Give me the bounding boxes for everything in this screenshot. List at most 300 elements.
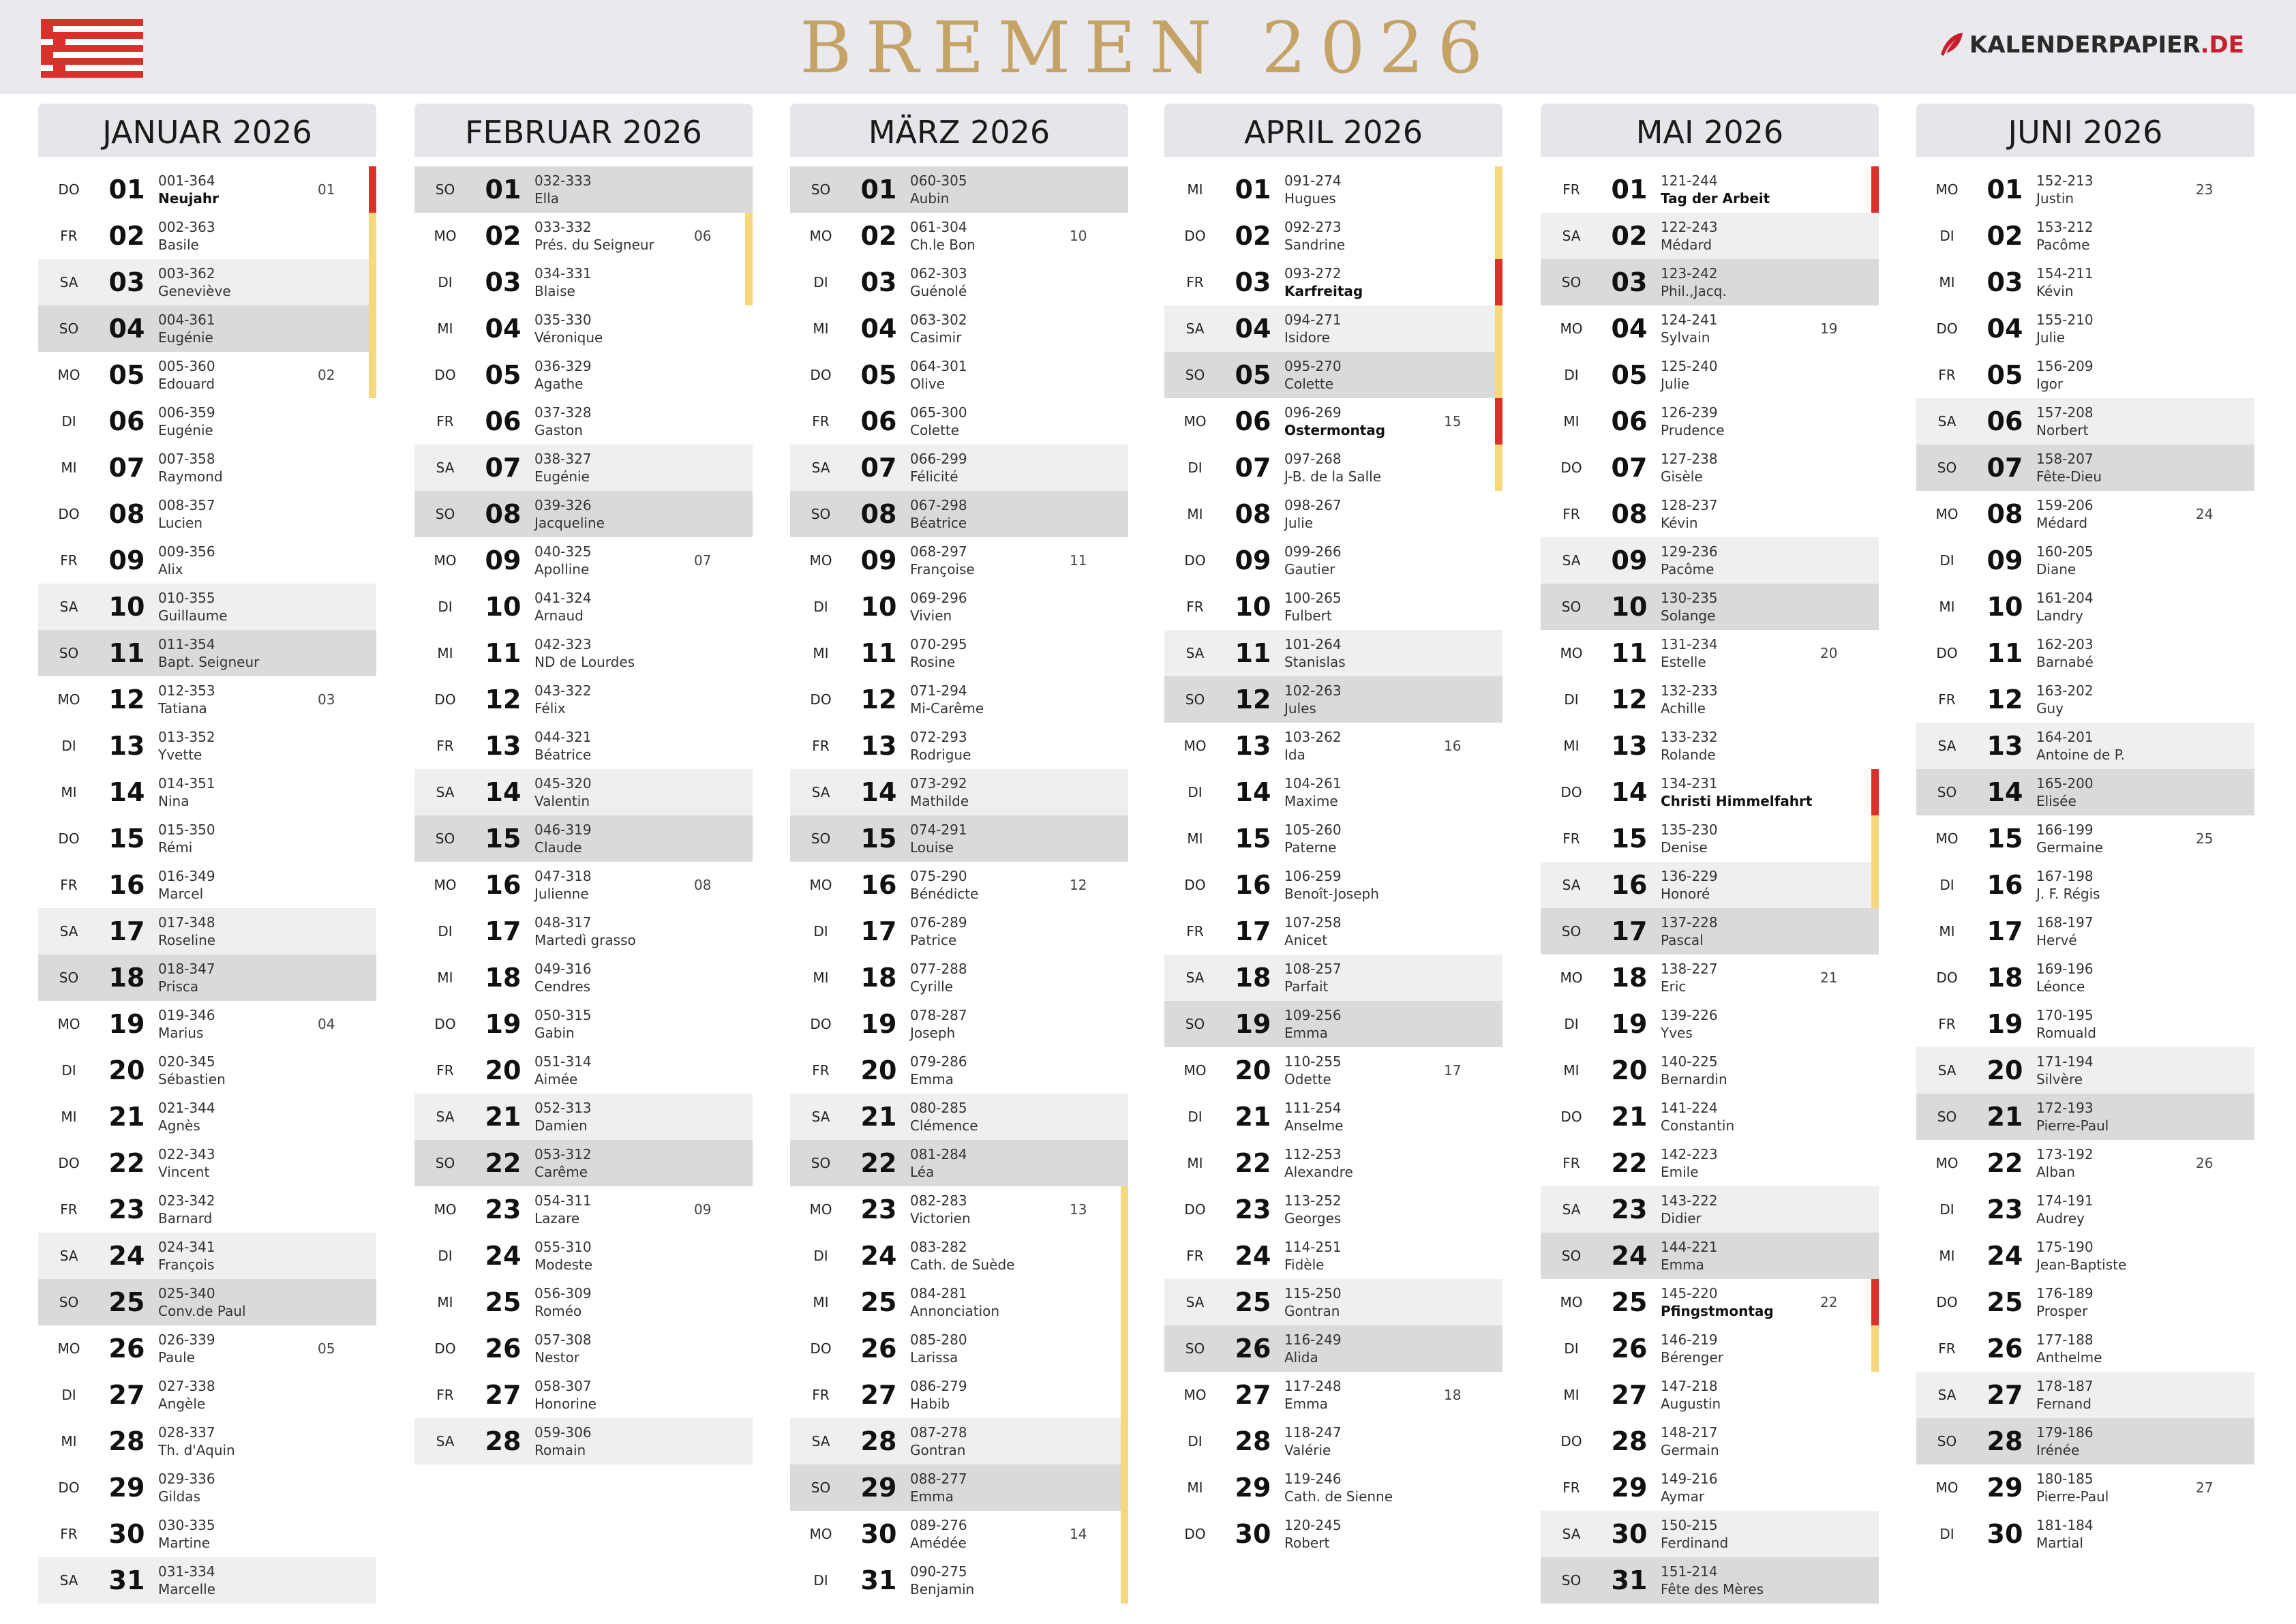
day-list: [1541, 166, 1879, 1604]
day-row: [38, 954, 376, 1001]
week-number: 24: [2196, 506, 2214, 522]
day-row: [1164, 1279, 1502, 1325]
day-of-year: 146-219: [1661, 1332, 1718, 1348]
day-row: [1916, 398, 2254, 445]
weekday-label: MI: [61, 784, 77, 800]
name-day: Angèle: [158, 1396, 206, 1412]
day-row: [1164, 1001, 1502, 1047]
day-of-year: 004-361: [158, 312, 215, 328]
day-of-year: 014-351: [158, 775, 215, 792]
day-number: 28: [1611, 1426, 1648, 1456]
name-day: Bernardin: [1661, 1071, 1727, 1087]
day-number: 09: [485, 545, 522, 575]
week-number: 13: [1070, 1201, 1087, 1218]
name-day: Solange: [1661, 607, 1716, 624]
day-of-year: 063-302: [910, 312, 967, 328]
weekday-label: MI: [813, 1294, 829, 1310]
weekday-label: MI: [1187, 1479, 1203, 1496]
day-row: [1541, 954, 1879, 1001]
day-number: 27: [860, 1380, 897, 1410]
day-of-year: 102-263: [1284, 682, 1342, 699]
weekday-label: SO: [59, 645, 79, 661]
day-number: 30: [108, 1519, 145, 1549]
day-number: 30: [860, 1519, 897, 1549]
day-row: [1916, 954, 2254, 1001]
day-row: [1541, 491, 1879, 537]
weekday-label: MO: [1560, 1294, 1583, 1310]
day-number: 11: [1611, 638, 1648, 668]
name-day: Aymar: [1661, 1488, 1705, 1505]
day-number: 22: [485, 1148, 522, 1178]
name-day: Prudence: [1661, 422, 1725, 438]
day-row: [790, 676, 1128, 723]
name-day: Marcel: [158, 886, 204, 902]
day-row: [790, 1418, 1128, 1464]
name-day: Hugues: [1284, 190, 1336, 207]
day-of-year: 006-359: [158, 404, 215, 421]
name-day: Prisca: [158, 978, 199, 995]
weekday-label: SA: [59, 1572, 78, 1589]
day-number: 19: [860, 1009, 897, 1039]
day-number: 31: [108, 1565, 145, 1595]
name-day: J. F. Régis: [2036, 886, 2100, 902]
day-of-year: 166-199: [2036, 822, 2094, 838]
day-row: [38, 1279, 376, 1325]
day-row: [38, 1325, 376, 1372]
day-number: 03: [1611, 267, 1648, 297]
name-day: Anicet: [1284, 932, 1328, 948]
name-day: Prés. du Seigneur: [534, 237, 654, 253]
day-of-year: 133-232: [1661, 729, 1718, 745]
day-number: 25: [485, 1287, 522, 1317]
name-day: Bénédicte: [910, 886, 979, 902]
day-number: 09: [108, 545, 145, 575]
day-of-year: 155-210: [2036, 312, 2094, 328]
day-row: [790, 1464, 1128, 1511]
day-row: [38, 630, 376, 676]
day-of-year: 178-187: [2036, 1378, 2094, 1394]
day-of-year: 081-284: [910, 1146, 967, 1162]
day-of-year: 085-280: [910, 1332, 967, 1348]
weekday-label: DO: [58, 830, 80, 847]
weekday-label: SA: [1562, 877, 1581, 893]
day-number: 18: [860, 963, 897, 993]
week-number: 15: [1444, 413, 1462, 430]
name-day: Jean-Baptiste: [2036, 1257, 2127, 1273]
month-column: [1541, 104, 1879, 1604]
name-day: Agnès: [158, 1117, 200, 1134]
day-number: 11: [485, 638, 522, 668]
day-row: [38, 166, 376, 213]
day-row: [1541, 1325, 1879, 1372]
day-of-year: 055-310: [534, 1239, 592, 1255]
day-number: 19: [1235, 1009, 1271, 1039]
name-day: Gildas: [158, 1488, 200, 1505]
day-number: 17: [485, 916, 522, 946]
name-day: Léonce: [2036, 978, 2085, 995]
day-number: 12: [1611, 685, 1648, 715]
day-number: 27: [485, 1380, 522, 1410]
day-row: [1541, 908, 1879, 954]
weekday-label: MI: [437, 320, 453, 337]
weekday-label: SO: [811, 506, 831, 522]
name-day: Jacqueline: [534, 515, 605, 531]
day-row: [1164, 584, 1502, 630]
name-day: Damien: [534, 1117, 588, 1134]
name-day: Véronique: [534, 329, 603, 346]
name-day: Valérie: [1284, 1442, 1331, 1458]
day-number: 05: [1611, 360, 1648, 390]
name-day: François: [158, 1257, 215, 1273]
name-day: Julie: [1661, 376, 1689, 392]
day-number: 15: [860, 824, 897, 854]
weekday-label: FR: [1562, 830, 1580, 847]
weekday-label: FR: [60, 877, 78, 893]
name-day: Sébastien: [158, 1071, 226, 1087]
day-of-year: 095-270: [1284, 358, 1342, 374]
school-break-marker: [1121, 1279, 1128, 1325]
day-row: [414, 537, 753, 584]
name-day: Vivien: [910, 607, 952, 624]
name-day: Honorine: [534, 1396, 596, 1412]
day-number: 26: [1987, 1334, 2023, 1364]
day-row: [1164, 352, 1502, 398]
name-day: Silvère: [2036, 1071, 2083, 1087]
name-day: Bapt. Seigneur: [158, 654, 260, 670]
day-number: 15: [1987, 824, 2023, 854]
weekday-label: DI: [1564, 691, 1579, 708]
day-number: 21: [485, 1102, 522, 1132]
day-number: 30: [1235, 1519, 1271, 1549]
name-day: Igor: [2036, 376, 2064, 392]
name-day: Gaston: [534, 422, 583, 438]
weekday-label: MI: [437, 645, 453, 661]
day-number: 03: [1235, 267, 1271, 297]
day-number: 09: [860, 545, 897, 575]
day-number: 20: [860, 1055, 897, 1085]
name-day: Nina: [158, 793, 190, 809]
day-row: [790, 908, 1128, 954]
day-of-year: 017-348: [158, 914, 215, 931]
week-number: 02: [318, 367, 335, 383]
weekday-label: MI: [61, 1433, 77, 1449]
name-day: Patrice: [910, 932, 957, 948]
name-day: Yvette: [158, 747, 202, 763]
day-row: [1916, 1001, 2254, 1047]
day-of-year: 177-188: [2036, 1332, 2094, 1348]
name-day: Anthelme: [2036, 1349, 2102, 1366]
day-of-year: 018-347: [158, 961, 215, 977]
day-of-year: 124-241: [1661, 312, 1718, 328]
weekday-label: SA: [436, 460, 455, 476]
day-row: [1916, 166, 2254, 213]
day-row: [1541, 676, 1879, 723]
day-number: 07: [108, 453, 145, 483]
day-row: [1164, 769, 1502, 815]
day-row: [1916, 1186, 2254, 1233]
month-header: JUNI 2026: [1916, 104, 2254, 157]
name-day: Guy: [2036, 700, 2064, 717]
day-of-year: 098-267: [1284, 497, 1342, 513]
name-day: Martine: [158, 1535, 211, 1551]
weekday-label: SO: [59, 969, 79, 986]
day-number: 23: [485, 1194, 522, 1224]
day-of-year: 051-314: [534, 1053, 592, 1070]
school-break-marker: [1121, 1464, 1128, 1511]
day-row: [414, 1325, 753, 1372]
day-number: 20: [1235, 1055, 1271, 1085]
weekday-label: SA: [1937, 1387, 1957, 1403]
day-number: 22: [860, 1148, 897, 1178]
day-of-year: 036-329: [534, 358, 592, 374]
day-of-year: 069-296: [910, 590, 967, 606]
day-row: [1164, 166, 1502, 213]
day-of-year: 086-279: [910, 1378, 967, 1394]
day-of-year: 123-242: [1661, 265, 1718, 282]
day-number: 02: [1987, 221, 2023, 251]
day-row: [1541, 815, 1879, 862]
day-of-year: 047-318: [534, 868, 592, 884]
day-row: [38, 769, 376, 815]
day-number: 28: [1235, 1426, 1271, 1456]
day-row: [1916, 584, 2254, 630]
day-row: [1541, 166, 1879, 213]
name-day: Guillaume: [158, 607, 228, 624]
name-day: Odette: [1284, 1071, 1331, 1087]
month-header: MÄRZ 2026: [790, 104, 1128, 157]
weekday-label: MO: [57, 1016, 80, 1032]
day-number: 28: [485, 1426, 522, 1456]
name-day: Pacôme: [1661, 561, 1715, 577]
week-number: 26: [2196, 1155, 2214, 1171]
name-day: Cendres: [534, 978, 591, 995]
name-day: Béatrice: [910, 515, 967, 531]
day-of-year: 092-273: [1284, 219, 1342, 235]
day-of-year: 125-240: [1661, 358, 1718, 374]
weekday-label: SO: [811, 1479, 831, 1496]
weekday-label: FR: [812, 1387, 830, 1403]
day-of-year: 101-264: [1284, 636, 1342, 652]
day-row: [1916, 1140, 2254, 1186]
day-number: 01: [1987, 175, 2023, 205]
day-row: [1541, 1279, 1879, 1325]
name-day: Vincent: [158, 1164, 210, 1180]
weekday-label: MI: [813, 969, 829, 986]
day-of-year: 130-235: [1661, 590, 1718, 606]
day-of-year: 170-195: [2036, 1007, 2094, 1023]
day-number: 10: [1611, 592, 1648, 622]
day-number: 18: [108, 963, 145, 993]
day-number: 20: [108, 1055, 145, 1085]
day-row: [1916, 769, 2254, 815]
day-row: [414, 584, 753, 630]
day-number: 07: [1611, 453, 1648, 483]
day-of-year: 180-185: [2036, 1471, 2094, 1487]
day-row: [414, 1418, 753, 1464]
weekday-label: MO: [1560, 320, 1583, 337]
day-row: [414, 445, 753, 491]
name-day: Ferdinand: [1661, 1535, 1729, 1551]
weekday-label: FR: [60, 1526, 78, 1542]
weekday-label: FR: [1562, 1155, 1580, 1171]
month-header: JANUAR 2026: [38, 104, 376, 157]
school-break-marker: [1121, 1372, 1128, 1418]
day-row: [1541, 630, 1879, 676]
day-number: 17: [1987, 916, 2023, 946]
name-day: Cyrille: [910, 978, 953, 995]
day-of-year: 064-301: [910, 358, 967, 374]
day-of-year: 008-357: [158, 497, 215, 513]
weekday-label: MO: [1935, 830, 1959, 847]
day-number: 13: [1235, 731, 1271, 761]
name-day: Rémi: [158, 839, 193, 856]
name-day: Alida: [1284, 1349, 1318, 1366]
weekday-label: MO: [1560, 969, 1583, 986]
day-number: 29: [108, 1473, 145, 1503]
day-row: [1164, 1047, 1502, 1094]
day-of-year: 034-331: [534, 265, 592, 282]
day-row: [38, 305, 376, 352]
day-number: 21: [108, 1102, 145, 1132]
day-number: 21: [1987, 1102, 2023, 1132]
school-break-marker: [369, 259, 376, 305]
day-of-year: 053-312: [534, 1146, 592, 1162]
day-of-year: 181-184: [2036, 1517, 2094, 1533]
weekday-label: DI: [1939, 877, 1954, 893]
day-of-year: 158-207: [2036, 451, 2094, 467]
name-day: Paule: [158, 1349, 195, 1366]
day-of-year: 032-333: [534, 172, 592, 189]
school-break-marker: [1871, 1325, 1879, 1372]
name-day: Paterne: [1284, 839, 1337, 856]
day-number: 07: [860, 453, 897, 483]
weekday-label: FR: [1186, 1248, 1204, 1264]
day-row: [1541, 398, 1879, 445]
day-number: 13: [485, 731, 522, 761]
name-day: Pierre-Paul: [2036, 1117, 2109, 1134]
weekday-label: FR: [1562, 506, 1580, 522]
day-row: [790, 630, 1128, 676]
week-number: 14: [1070, 1526, 1087, 1542]
weekday-label: SO: [1185, 1340, 1205, 1357]
name-day: Benoît-Joseph: [1284, 886, 1379, 902]
day-number: 08: [1987, 499, 2023, 529]
weekday-label: SO: [435, 506, 455, 522]
name-day: Hervé: [2036, 932, 2077, 948]
day-row: [1541, 769, 1879, 815]
day-number: 17: [1235, 916, 1271, 946]
weekday-label: SA: [1185, 645, 1205, 661]
weekday-label: DI: [813, 1572, 828, 1589]
name-day: Basile: [158, 237, 199, 253]
weekday-label: DI: [1564, 1340, 1579, 1357]
day-number: 16: [485, 870, 522, 900]
name-day: Achille: [1661, 700, 1706, 717]
day-of-year: 072-293: [910, 729, 967, 745]
day-number: 28: [1987, 1426, 2023, 1456]
weekday-label: SO: [1185, 367, 1205, 383]
week-number: 09: [694, 1201, 712, 1218]
weekday-label: MO: [1935, 1155, 1959, 1171]
day-number: 21: [1611, 1102, 1648, 1132]
day-number: 01: [1611, 175, 1648, 205]
day-of-year: 115-250: [1284, 1285, 1342, 1302]
day-number: 10: [1235, 592, 1271, 622]
day-row: [38, 1094, 376, 1140]
name-day: Emma: [1284, 1025, 1328, 1041]
weekday-label: SO: [59, 1294, 79, 1310]
day-number: 26: [860, 1334, 897, 1364]
name-day: Amédée: [910, 1535, 967, 1551]
day-row: [1164, 1140, 1502, 1186]
holiday-marker: [1871, 769, 1879, 815]
weekday-label: DI: [1939, 1201, 1954, 1218]
name-day: Victorien: [910, 1210, 971, 1227]
name-day: Alexandre: [1284, 1164, 1353, 1180]
day-row: [1164, 1186, 1502, 1233]
day-number: 18: [1235, 963, 1271, 993]
weekday-label: SA: [436, 1433, 455, 1449]
weekday-label: SO: [1561, 923, 1582, 939]
day-of-year: 020-345: [158, 1053, 215, 1070]
day-of-year: 103-262: [1284, 729, 1342, 745]
top-bar: [0, 0, 2296, 94]
brand-logo[interactable]: [1935, 30, 2244, 60]
weekday-label: FR: [1938, 367, 1956, 383]
day-number: 14: [485, 777, 522, 807]
name-day: Lucien: [158, 515, 202, 531]
school-break-marker: [369, 305, 376, 352]
day-number: 17: [108, 916, 145, 946]
day-number: 30: [1611, 1519, 1648, 1549]
name-day: Eugénie: [158, 422, 213, 438]
day-of-year: 106-259: [1284, 868, 1342, 884]
day-row: [1164, 445, 1502, 491]
day-number: 23: [108, 1194, 145, 1224]
day-of-year: 054-311: [534, 1192, 592, 1209]
day-of-year: 108-257: [1284, 961, 1342, 977]
day-number: 12: [1987, 685, 2023, 715]
day-of-year: 049-316: [534, 961, 592, 977]
day-of-year: 057-308: [534, 1332, 592, 1348]
day-row: [790, 1511, 1128, 1557]
day-of-year: 002-363: [158, 219, 215, 235]
day-row: [1164, 815, 1502, 862]
name-day: Aubin: [910, 190, 950, 207]
weekday-label: SO: [1937, 1433, 1957, 1449]
day-row: [790, 723, 1128, 769]
name-day: Emile: [1661, 1164, 1699, 1180]
day-number: 09: [1235, 545, 1271, 575]
name-day: Germaine: [2036, 839, 2103, 856]
name-day: Yves: [1661, 1025, 1693, 1041]
day-of-year: 074-291: [910, 822, 967, 838]
day-row: [1916, 908, 2254, 954]
day-of-year: 120-245: [1284, 1517, 1342, 1533]
name-day: Isidore: [1284, 329, 1330, 346]
holiday-marker: [1871, 166, 1879, 213]
weekday-label: DI: [813, 923, 828, 939]
name-day: Pierre-Paul: [2036, 1488, 2109, 1505]
day-of-year: 001-364: [158, 172, 215, 189]
day-row: [414, 815, 753, 862]
name-day: Cath. de Sienne: [1284, 1488, 1393, 1505]
day-row: [38, 352, 376, 398]
day-of-year: 136-229: [1661, 868, 1718, 884]
day-row: [790, 259, 1128, 305]
day-list: [1916, 166, 2254, 1557]
day-of-year: 046-319: [534, 822, 592, 838]
